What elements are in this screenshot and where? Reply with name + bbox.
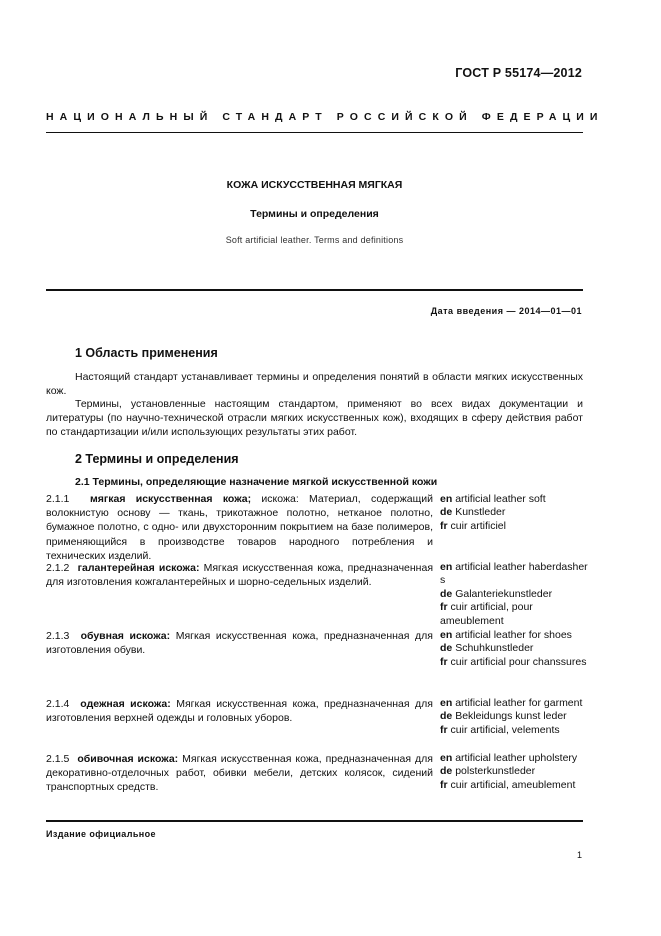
national-standard-banner: НАЦИОНАЛЬНЫЙ СТАНДАРТ РОССИЙСКОЙ ФЕДЕРАЦИИ: [46, 111, 604, 123]
lang-code-de: de: [440, 587, 453, 600]
equivalent-fr: cuir artificial, pour ameublement: [440, 601, 533, 627]
equivalent-en: artificial leather haberdasher s: [440, 561, 588, 587]
term-definition: Мягкая искусственная кожа, предназначенная для декоративно-отделочных работ, обивки мебели, детских колясок, сидений транспортных средств.: [46, 753, 433, 794]
lang-code-en: en: [440, 697, 453, 709]
page-number: 1: [576, 850, 582, 860]
equivalent-fr: cuir artificiel: [450, 519, 506, 532]
equivalent-de: Schuhkunstleder: [455, 642, 534, 655]
section-2-heading: 2 Термины и определения: [75, 452, 239, 466]
header-divider: [46, 132, 583, 133]
document-subtitle: Термины и определения: [250, 208, 379, 220]
term-foreign-equivalents: [440, 493, 590, 533]
lang-code-en: en: [440, 493, 453, 505]
lang-code-en: en: [440, 561, 453, 573]
term-definition: Мягкая искусственная кожа, предназначенная для изготовления верхней одежды и головных уборов.: [46, 698, 433, 725]
term-number: 2.1.2: [46, 562, 70, 574]
equivalent-fr: cuir artificial, velements: [450, 723, 560, 736]
section-1-paragraph-1: [46, 370, 583, 398]
term-number: 2.1.3: [46, 630, 70, 642]
section-1-heading: 1 Область применения: [75, 346, 218, 360]
term-foreign-equivalents: [440, 629, 590, 669]
term-entry: [46, 752, 433, 795]
equivalent-de: Kunstleder: [455, 506, 506, 519]
equivalent-de: Bekleidungs kunst leder: [455, 710, 567, 723]
term-foreign-equivalents: [440, 697, 590, 737]
term-name: галантерейная искожа:: [77, 562, 200, 574]
term-number: 2.1.5: [46, 753, 70, 765]
term-entry: [46, 629, 433, 657]
equivalent-de: polsterkunstleder: [455, 765, 536, 778]
lang-code-en: en: [440, 752, 453, 764]
lang-code-fr: fr: [440, 519, 448, 532]
lang-code-fr: fr: [440, 655, 448, 668]
term-definition: Мягкая искусственная кожа, предназначенная для изготовления кожгалантерейных и шорно-седельных изделий.: [46, 562, 434, 589]
term-name: одежная искожа:: [80, 698, 171, 710]
equivalent-en: artificial leather upholstery: [455, 752, 578, 764]
term-foreign-equivalents: [440, 561, 590, 628]
lang-code-fr: fr: [440, 778, 448, 791]
document-title-english: Soft artificial leather. Terms and definitions: [225, 235, 404, 245]
lang-code-fr: fr: [440, 601, 448, 614]
term-entry: [46, 492, 433, 563]
term-number: 2.1.4: [46, 698, 70, 710]
section-1-paragraph-1-text: Настоящий стандарт устанавливает термины и определения понятий в области мягких искусственных кож.: [46, 371, 583, 398]
equivalent-fr: cuir artificial, ameublement: [450, 778, 576, 791]
lang-code-de: de: [440, 506, 453, 519]
lang-code-en: en: [440, 629, 453, 641]
title-divider: [46, 289, 583, 291]
equivalent-en: artificial leather soft: [455, 493, 546, 505]
equivalent-fr: cuir artificial pour chanssures: [450, 655, 587, 668]
footer-divider: [46, 820, 583, 822]
section-2-1-subheading: 2.1 Термины, определяющие назначение мягкой искусственной кожи: [75, 476, 438, 488]
edition-label: Издание официальное: [46, 829, 156, 839]
term-entry: [46, 697, 433, 725]
term-foreign-equivalents: [440, 752, 590, 792]
term-entry: [46, 561, 433, 589]
term-definition: Мягкая искусственная кожа, предназначенная для изготовления обуви.: [46, 630, 433, 657]
term-definition: искожа: Материал, содержащий волокнистую основу — ткань, трикотажное полотно, нетканое полотно, бумажное полотно, с одно- или двухсторонним покрытием на базе полимеров, применяющийся в производстве товаров народного потребления и технических изделий.: [46, 493, 433, 562]
document-title: КОЖА ИСКУССТВЕННАЯ МЯГКАЯ: [226, 179, 403, 191]
introduction-date: Дата введения — 2014—01—01: [430, 306, 582, 316]
lang-code-de: de: [440, 642, 453, 655]
lang-code-de: de: [440, 765, 453, 778]
section-1-paragraph-2-text: Термины, установленные настоящим стандартом, применяют во всех видах документации и литературы (по научно-технической отрасли мягких искусственных кож), входящих в сферу действия работ по стандартизации и/или использующих результаты этих работ.: [46, 398, 583, 439]
term-name: обивочная искожа:: [77, 753, 179, 765]
term-name: мягкая искусственная кожа;: [89, 493, 252, 505]
term-name: обувная искожа:: [80, 630, 171, 642]
lang-code-de: de: [440, 710, 453, 723]
equivalent-de: Galanteriekunstleder: [455, 587, 553, 600]
term-number: 2.1.1: [46, 493, 70, 505]
lang-code-fr: fr: [440, 723, 448, 736]
gost-number: ГОСТ Р 55174—2012: [455, 66, 582, 80]
section-1-paragraph-2: [46, 397, 583, 440]
equivalent-en: artificial leather for shoes: [455, 629, 572, 641]
equivalent-en: artificial leather for garment: [455, 697, 583, 709]
